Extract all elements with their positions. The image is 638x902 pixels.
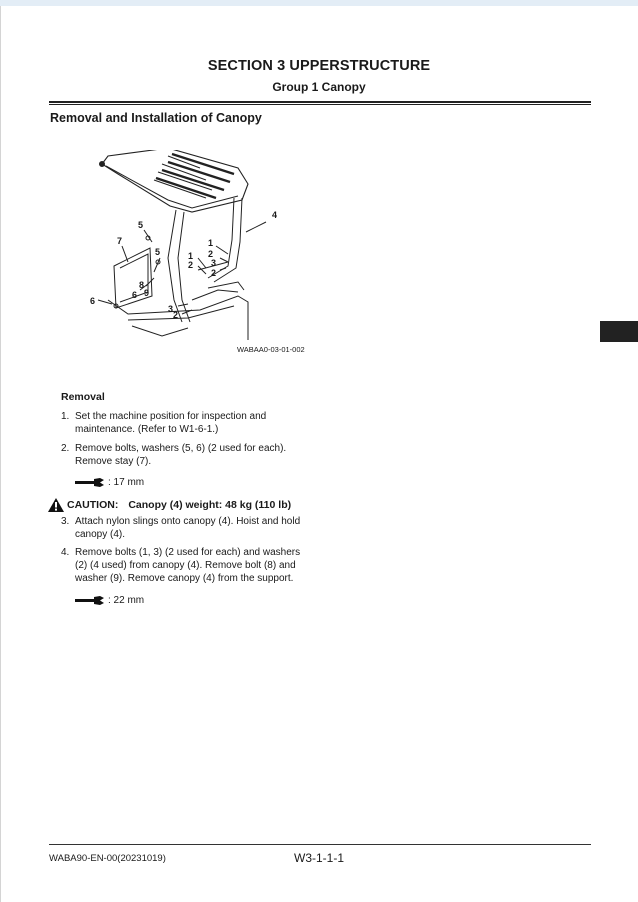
- callout-label: 3: [211, 258, 217, 268]
- removal-heading: Removal: [61, 391, 105, 403]
- step-number: 3.: [61, 516, 70, 527]
- callout-label: 1: [208, 238, 214, 248]
- tool-size: : 17 mm: [108, 477, 145, 488]
- canopy-illustration: [88, 150, 298, 340]
- callout-label: 1: [188, 251, 194, 261]
- step-text: Remove bolts, washers (5, 6) (2 used for each). Remove stay (7).: [75, 443, 287, 467]
- group-title: Group 1 Canopy: [272, 80, 366, 94]
- wrench-icon: [75, 478, 105, 487]
- callout-label: 5: [138, 220, 144, 230]
- step-text: Remove bolts (1, 3) (2 used for each) and washers (2) (4 used) from canopy (4). Remove bolt (8) and washer (9). Remove canopy (4) from the support.: [75, 547, 301, 584]
- caution-label: CAUTION:: [67, 499, 119, 511]
- callout-label: 4: [272, 210, 278, 220]
- header-rule: [49, 101, 591, 105]
- callout-label: 2: [208, 249, 214, 259]
- wrench-icon: [75, 596, 105, 605]
- step-number: 2.: [61, 443, 70, 454]
- callout-label: 8: [139, 280, 145, 290]
- step-text: Set the machine position for inspection and maintenance. (Refer to W1-6-1.): [75, 411, 267, 435]
- callout-label: 6: [90, 296, 96, 306]
- warning-icon: [48, 498, 64, 512]
- callout-label: 2: [188, 260, 194, 270]
- tool-size: : 22 mm: [108, 595, 145, 606]
- document-code: WABA90-EN-00(20231019): [49, 853, 166, 864]
- callout-label: 2: [211, 268, 217, 278]
- tool-spec-17mm: [75, 477, 144, 488]
- footer-rule: [49, 844, 591, 845]
- top-bar: [0, 0, 638, 6]
- page-number: W3-1-1-1: [294, 851, 345, 865]
- step-number: 4.: [61, 547, 70, 558]
- figure-code: WABAA0-03-01-002: [237, 345, 305, 354]
- page-edge: [0, 6, 1, 902]
- callout-label: 5: [155, 247, 161, 257]
- callout-label: 6: [132, 290, 138, 300]
- callout-label: 7: [117, 236, 123, 246]
- caution-text: Canopy (4) weight: 48 kg (110 lb): [128, 499, 292, 511]
- section-tab-marker: [600, 321, 638, 342]
- section-title: SECTION 3 UPPERSTRUCTURE: [207, 58, 431, 74]
- callout-label: 9: [144, 288, 150, 298]
- callout-label: 2: [173, 310, 179, 320]
- page-heading: Removal and Installation of Canopy: [50, 111, 262, 125]
- callout-label: 3: [168, 304, 174, 314]
- caution-notice: [48, 498, 291, 512]
- step-number: 1.: [61, 411, 70, 422]
- step-text: Attach nylon slings onto canopy (4). Hoist and hold canopy (4).: [75, 516, 301, 540]
- tool-spec-22mm: [75, 595, 144, 606]
